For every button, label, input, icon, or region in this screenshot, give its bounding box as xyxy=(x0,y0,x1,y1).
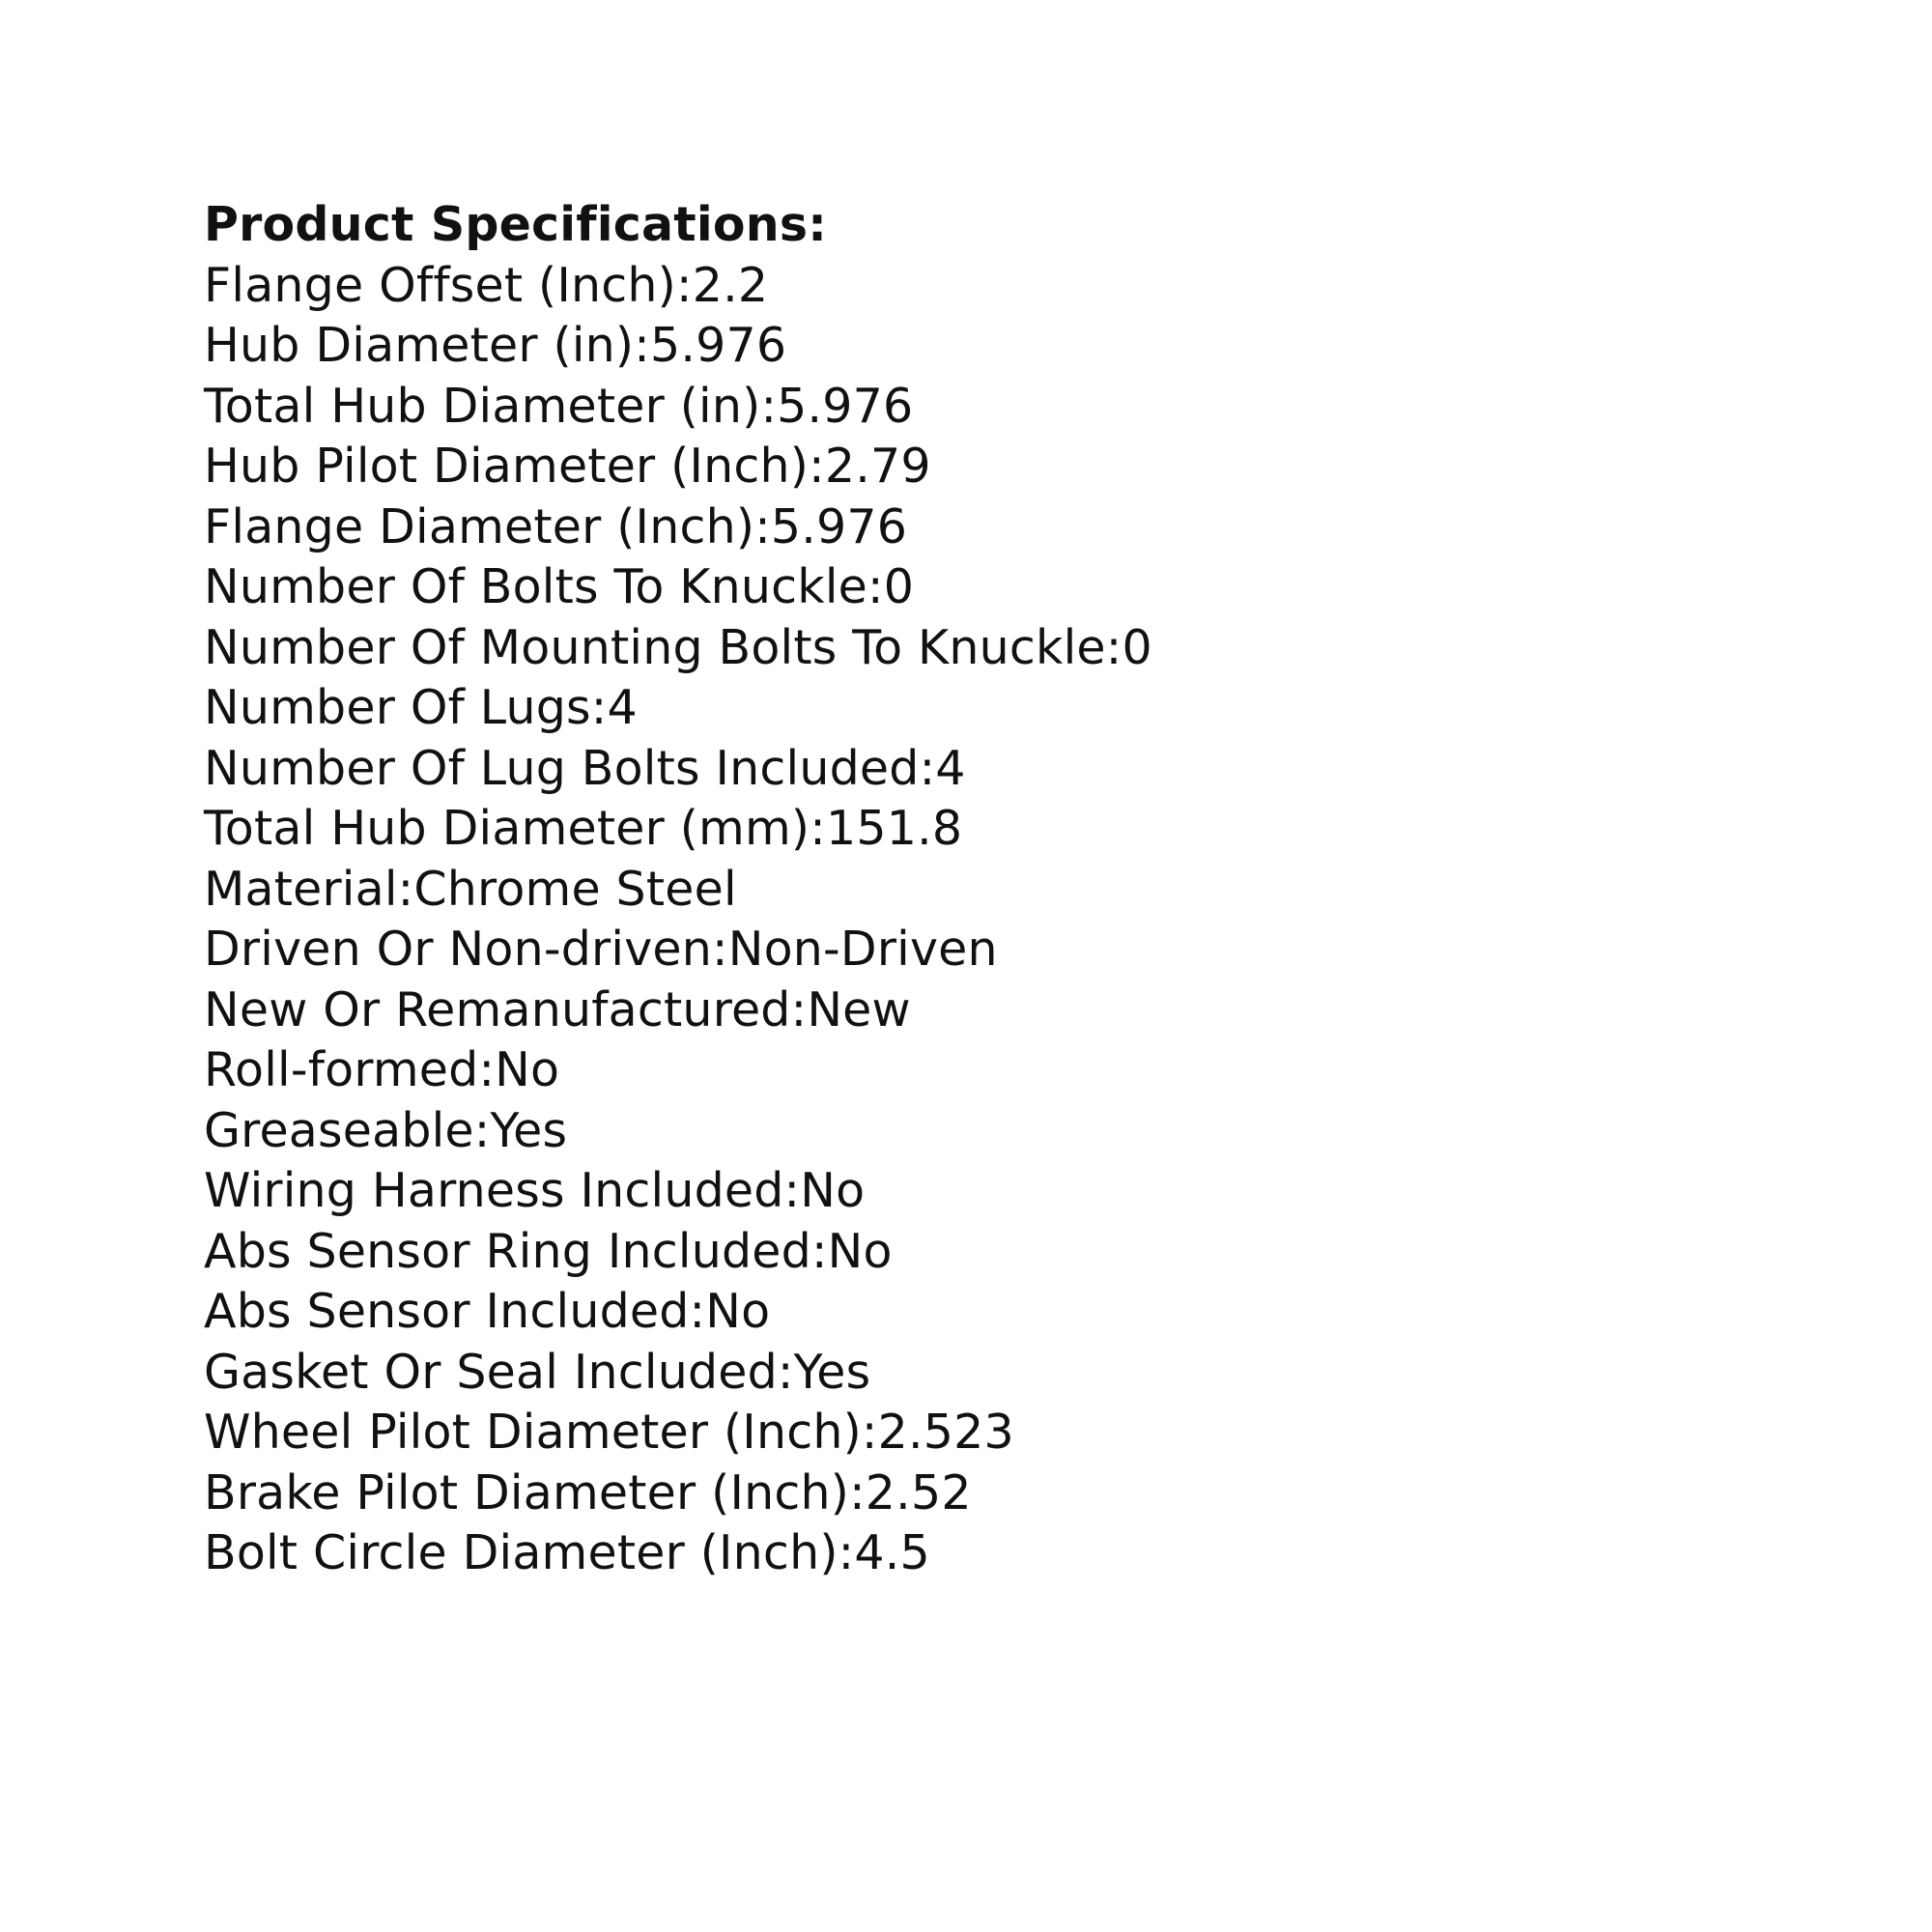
spec-row: Total Hub Diameter (in):5.976 xyxy=(204,378,914,434)
spec-title: Product Specifications: xyxy=(204,197,828,252)
spec-value: 5.976 xyxy=(770,498,908,554)
spec-label: Wheel Pilot Diameter (Inch) xyxy=(204,1405,862,1460)
spec-value: New xyxy=(807,981,911,1037)
spec-label: Gasket Or Seal Included xyxy=(204,1344,778,1400)
spec-value: 4.5 xyxy=(854,1525,930,1580)
spec-label: Brake Pilot Diameter (Inch) xyxy=(204,1464,850,1520)
spec-value: Chrome Steel xyxy=(413,861,737,917)
spec-row: Abs Sensor Ring Included:No xyxy=(204,1223,893,1279)
spec-row: Roll-formed:No xyxy=(204,1042,560,1097)
spec-label: Flange Diameter (Inch) xyxy=(204,498,755,554)
spec-row: Gasket Or Seal Included:Yes xyxy=(204,1344,871,1400)
spec-row: Flange Offset (Inch):2.2 xyxy=(204,257,769,313)
spec-label: Total Hub Diameter (mm) xyxy=(204,801,810,856)
spec-label: Number Of Mounting Bolts To Knuckle xyxy=(204,619,1106,675)
spec-value: 2.523 xyxy=(877,1405,1014,1460)
spec-label: Number Of Lug Bolts Included xyxy=(204,740,920,796)
spec-row: Number Of Mounting Bolts To Knuckle:0 xyxy=(204,619,1152,675)
spec-value: Non-Driven xyxy=(727,922,998,977)
spec-row: Number Of Lug Bolts Included:4 xyxy=(204,740,966,796)
spec-label: Wiring Harness Included xyxy=(204,1163,784,1218)
spec-value: 2.52 xyxy=(865,1464,972,1520)
spec-row: Hub Pilot Diameter (Inch):2.79 xyxy=(204,439,931,494)
spec-row: Number Of Lugs:4 xyxy=(204,680,638,735)
spec-row: Material:Chrome Steel xyxy=(204,861,737,917)
spec-row: Hub Diameter (in):5.976 xyxy=(204,318,787,373)
spec-row: Wiring Harness Included:No xyxy=(204,1163,866,1218)
spec-label: Material xyxy=(204,861,398,917)
spec-label: Bolt Circle Diameter (Inch) xyxy=(204,1525,838,1580)
spec-row: New Or Remanufactured:New xyxy=(204,981,911,1037)
spec-row: Bolt Circle Diameter (Inch):4.5 xyxy=(204,1525,930,1580)
spec-label: Greaseable xyxy=(204,1102,474,1158)
spec-value: No xyxy=(827,1223,893,1279)
spec-list xyxy=(204,256,1152,1584)
spec-value: 4 xyxy=(607,680,638,735)
spec-value: 2.79 xyxy=(824,439,931,494)
spec-value: No xyxy=(495,1042,560,1097)
spec-row: Flange Diameter (Inch):5.976 xyxy=(204,498,908,554)
spec-value: 2.2 xyxy=(692,257,769,313)
spec-value: 0 xyxy=(1122,619,1152,675)
spec-value: No xyxy=(705,1284,771,1339)
spec-value: 5.976 xyxy=(649,318,787,373)
spec-value: 151.8 xyxy=(825,801,963,856)
spec-label: Hub Pilot Diameter (Inch) xyxy=(204,439,810,494)
spec-row: Total Hub Diameter (mm):151.8 xyxy=(204,801,963,856)
spec-value: 0 xyxy=(883,559,915,614)
spec-row: Driven Or Non-driven:Non-Driven xyxy=(204,922,998,977)
spec-label: Flange Offset (Inch) xyxy=(204,257,676,313)
product-specifications xyxy=(204,195,1152,1584)
spec-value: 5.976 xyxy=(777,378,914,434)
spec-value: No xyxy=(800,1163,866,1218)
spec-label: Hub Diameter (in) xyxy=(204,318,635,373)
spec-row: Brake Pilot Diameter (Inch):2.52 xyxy=(204,1464,972,1520)
spec-row: Abs Sensor Included:No xyxy=(204,1284,771,1339)
spec-label: Abs Sensor Ring Included xyxy=(204,1223,811,1279)
spec-row: Greaseable:Yes xyxy=(204,1102,568,1158)
spec-value: Yes xyxy=(490,1102,568,1158)
spec-value: Yes xyxy=(793,1344,871,1400)
spec-value: 4 xyxy=(935,740,966,796)
spec-row: Number Of Bolts To Knuckle:0 xyxy=(204,559,915,614)
spec-label: Number Of Lugs xyxy=(204,680,591,735)
spec-label: Number Of Bolts To Knuckle xyxy=(204,559,868,614)
spec-label: Roll-formed xyxy=(204,1042,479,1097)
spec-label: Total Hub Diameter (in) xyxy=(204,378,761,434)
spec-label: Driven Or Non-driven xyxy=(204,922,712,977)
spec-label: New Or Remanufactured xyxy=(204,981,791,1037)
spec-label: Abs Sensor Included xyxy=(204,1284,690,1339)
spec-row: Wheel Pilot Diameter (Inch):2.523 xyxy=(204,1405,1014,1460)
